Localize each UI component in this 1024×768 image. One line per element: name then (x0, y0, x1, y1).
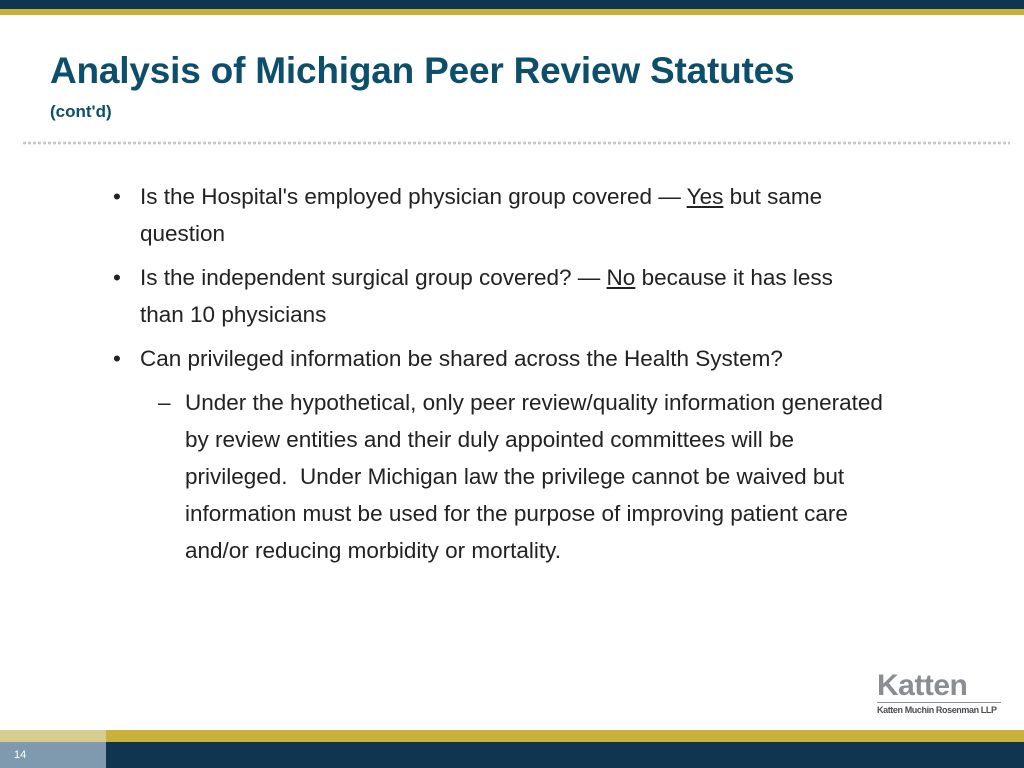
slide-title: Analysis of Michigan Peer Review Statutes (50, 50, 795, 91)
bullet-line: question (140, 221, 226, 246)
bullet-line: Can privileged information be shared across the Health System? (140, 346, 783, 371)
answer-no: No (606, 265, 636, 290)
slide-subtitle: (cont'd) (50, 102, 112, 121)
page-number: 14 (14, 749, 27, 761)
bottom-tan-band (0, 730, 106, 742)
bullet-line: Is the independent surgical group covered? — No because it has less (140, 265, 833, 290)
bullet-line: than 10 physicians (140, 302, 327, 327)
dash-icon: – (158, 390, 171, 415)
katten-logo (877, 670, 1001, 718)
bullet-dot-icon: • (113, 265, 121, 290)
bullet-dot-icon: • (113, 184, 121, 209)
bullet-dot-icon: • (113, 346, 121, 371)
sub-bullet-line: and/or reducing morbidity or mortality. (185, 538, 561, 563)
bottom-navy-band (106, 742, 1024, 768)
bottom-gold-band (106, 730, 1024, 742)
sub-bullet-line: information must be used for the purpose of improving patient care (185, 501, 848, 526)
answer-yes: Yes (686, 184, 724, 209)
sub-bullet-line: by review entities and their duly appointed committees will be (185, 427, 795, 452)
logo-firm-name: Katten Muchin Rosenman LLP (877, 705, 997, 715)
logo-rule (877, 702, 1001, 703)
dotted-divider (22, 140, 1010, 146)
top-gold-band (0, 9, 1024, 15)
top-navy-band (0, 0, 1024, 9)
sub-bullet-line: Under the hypothetical, only peer review/quality information generated (185, 390, 883, 415)
sub-bullet-line: privileged. Under Michigan law the privilege cannot be waived but (185, 464, 845, 489)
logo-wordmark: Katten (877, 669, 968, 702)
bullet-line: Is the Hospital's employed physician group covered — Yes but same (140, 184, 823, 209)
